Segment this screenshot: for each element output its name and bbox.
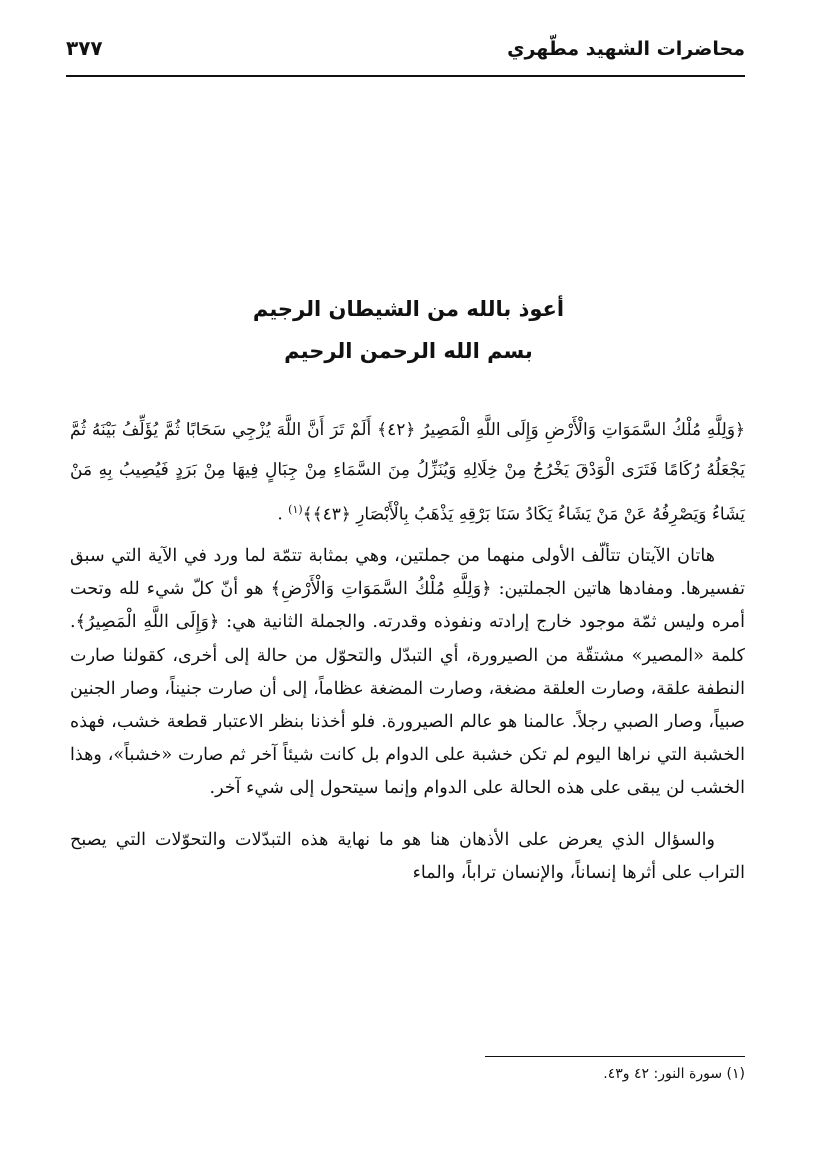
footnote: (١) سورة النور: ٤٢ و٤٣. — [603, 1066, 745, 1082]
basmala-heading: بسم الله الرحمن الرحيم — [284, 339, 533, 363]
body-text — [70, 540, 745, 890]
running-header-title: محاضرات الشهيد مطّهري — [507, 38, 745, 60]
header-divider — [66, 75, 745, 77]
paragraph: والسؤال الذي يعرض على الأذهان هنا هو ما نهاية هذه التبدّلات والتحوّلات التي يصبح التراب على أثرها إنساناً، والإنسان تراباً، والماء — [70, 829, 745, 883]
quran-verse-text: ﴿وَلِلَّهِ مُلْكُ السَّمَوَاتِ وَالْأَرْضِ وَإِلَى اللَّهِ الْمَصِيرُ ﴿٤٢﴾ أَلَمْ تَرَ أَنَّ اللَّهَ يُزْجِي سَحَابًا ثُمَّ يُؤَلِّفُ بَيْنَهُ ثُمَّ يَجْعَلُهُ رُكَامًا فَتَرَى الْوَدْقَ يَخْرُجُ مِنْ خِلَالِهِ وَيُنَزِّلُ مِنَ السَّمَاءِ مِنْ جِبَالٍ فِيهَا مِنْ بَرَدٍ فَيُصِيبُ بِهِ مَنْ يَشَاءُ وَيَصْرِفُهُ عَنْ مَنْ يَشَاءُ يَكَادُ سَنَا بَرْقِهِ يَذْهَبُ بِالْأَبْصَارِ ﴿٤٣﴾﴾ — [70, 420, 746, 525]
page-number: ٣٧٧ — [66, 36, 103, 60]
verse-end-mark: . — [277, 504, 283, 525]
footnote-reference: (١) — [288, 503, 303, 516]
isti-adha-heading: أعوذ بالله من الشيطان الرجيم — [252, 297, 565, 321]
paragraph: هاتان الآيتان تتألّف الأولى منهما من جملتين، وهي بمثابة تتمّة لما ورد في الآية التي سبق تفسيرها. ومفادها هاتين الجملتين: ﴿وَلِلَّهِ مُلْكُ السَّمَوَاتِ وَالْأَرْضِ﴾ هو أنّ كلّ شيء لله وتحت أمره وليس ثمّة موجود خارج إرادته ونفوذه وقدرته. والجملة الثانية هي: ﴿وَإِلَى اللَّهِ الْمَصِيرُ﴾. كلمة «المصير» مشتقّة من الصيرورة، أي التبدّل والتحوّل من حالة إلى أخرى، كقولنا صارت النطفة علقة، وصارت العلقة مضغة، وصارت المضغة عظاماً، إلى أن صارت جنيناً، وصار الجنين صبياً، وصار الصبي رجلاً. عالمنا هو عالم الصيرورة. فلو أخذنا بنظر الاعتبار قطعة خشب، فهذه الخشبة التي نراها اليوم لم تكن خشبة على الدوام بل كانت شيئاً آخر ثم صارت «خشباً»، وهذا الخشب لن يبقى على هذه الحالة على الدوام وإنما سيتحول إلى شيء آخر. — [70, 546, 745, 799]
opening-headings — [72, 288, 745, 372]
quran-verse-block — [70, 410, 745, 535]
footnote-divider — [485, 1056, 745, 1057]
